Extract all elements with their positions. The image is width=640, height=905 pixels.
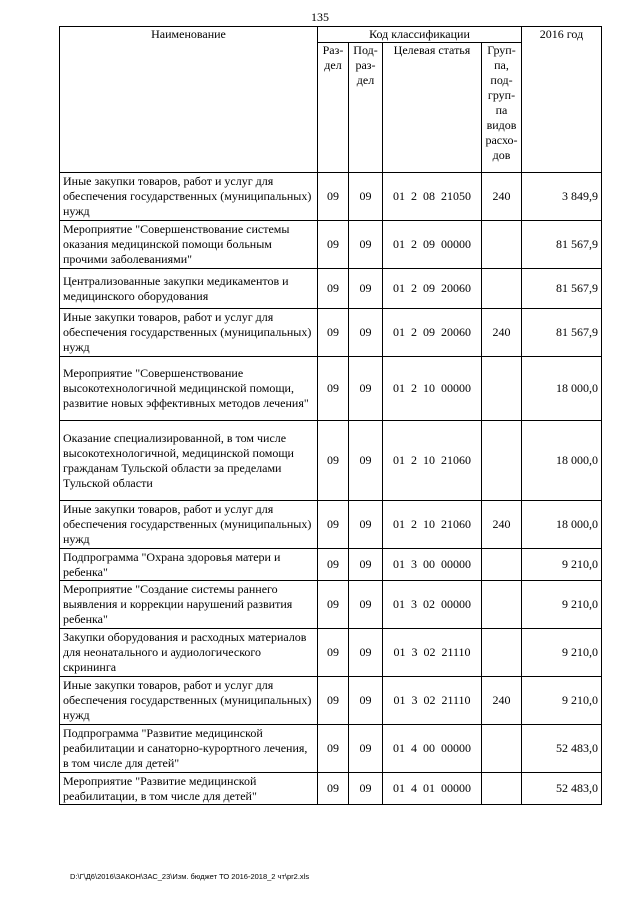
row-amount: 9 210,0: [522, 549, 602, 581]
row-amount: 18 000,0: [522, 501, 602, 549]
table-row: [60, 725, 602, 773]
table-row: [60, 629, 602, 677]
row-name: Иные закупки товаров, работ и услуг для обеспечения государственных (муниципальных) нужд: [60, 501, 318, 549]
row-section: 09: [318, 677, 349, 725]
table-row: [60, 173, 602, 221]
row-name: Иные закупки товаров, работ и услуг для обеспечения государственных (муниципальных) нужд: [60, 677, 318, 725]
row-name: Закупки оборудования и расходных материалов для неонатального и аудиологического скрининга: [60, 629, 318, 677]
row-section: 09: [318, 357, 349, 421]
row-amount: 18 000,0: [522, 421, 602, 501]
row-expense-group: 240: [482, 677, 522, 725]
row-section: 09: [318, 173, 349, 221]
table-row: [60, 221, 602, 269]
table-row: [60, 581, 602, 629]
row-expense-group: [482, 725, 522, 773]
row-amount: 9 210,0: [522, 629, 602, 677]
table-row: [60, 549, 602, 581]
header-expense-group: Груп- па, под- груп- па видов расхо- дов: [482, 43, 522, 173]
row-target-article: 01 2 09 20060: [383, 309, 482, 357]
table-row: [60, 501, 602, 549]
table-row: [60, 677, 602, 725]
row-target-article: 01 2 10 00000: [383, 357, 482, 421]
row-amount: 18 000,0: [522, 357, 602, 421]
table-row: [60, 421, 602, 501]
row-target-article: 01 2 10 21060: [383, 421, 482, 501]
row-section: 09: [318, 309, 349, 357]
header-section: Раз- дел: [318, 43, 349, 173]
row-target-article: 01 4 01 00000: [383, 773, 482, 805]
row-target-article: 01 3 00 00000: [383, 549, 482, 581]
row-name: Мероприятие "Развитие медицинской реабилитации, в том числе для детей": [60, 773, 318, 805]
row-subsection: 09: [349, 501, 383, 549]
row-name: Подпрограмма "Развитие медицинской реабилитации и санаторно-курортного лечения, в том числе для детей": [60, 725, 318, 773]
row-subsection: 09: [349, 221, 383, 269]
row-subsection: 09: [349, 421, 383, 501]
row-expense-group: [482, 221, 522, 269]
row-name: Оказание специализированной, в том числе высокотехнологичной, медицинской помощи гражданам Тульской области за пределами Тульской области: [60, 421, 318, 501]
row-amount: 81 567,9: [522, 309, 602, 357]
row-section: 09: [318, 725, 349, 773]
row-subsection: 09: [349, 309, 383, 357]
row-section: 09: [318, 221, 349, 269]
row-subsection: 09: [349, 725, 383, 773]
row-expense-group: [482, 269, 522, 309]
row-subsection: 09: [349, 773, 383, 805]
row-expense-group: [482, 629, 522, 677]
row-target-article: 01 3 02 21110: [383, 677, 482, 725]
row-name: Подпрограмма "Охрана здоровья матери и ребенка": [60, 549, 318, 581]
row-name: Мероприятие "Совершенствование высокотехнологичной медицинской помощи, развитие новых эффективных методов лечения": [60, 357, 318, 421]
row-subsection: 09: [349, 549, 383, 581]
header-classification: Код классификации: [318, 27, 522, 43]
row-subsection: 09: [349, 357, 383, 421]
row-amount: 9 210,0: [522, 677, 602, 725]
header-year: 2016 год: [522, 27, 602, 173]
row-target-article: 01 2 09 00000: [383, 221, 482, 269]
header-target-article: Целевая статья: [383, 43, 482, 173]
row-target-article: 01 2 08 21050: [383, 173, 482, 221]
row-target-article: 01 3 02 00000: [383, 581, 482, 629]
file-path-footer: D:\Г\Д6\2016\ЗАКОН\ЗАС_23\Изм. бюджет ТО 2016-2018_2 чт\pr2.xls: [70, 872, 310, 881]
header-name: Наименование: [60, 27, 318, 173]
row-amount: 52 483,0: [522, 773, 602, 805]
row-section: 09: [318, 629, 349, 677]
row-expense-group: [482, 357, 522, 421]
row-target-article: 01 2 09 20060: [383, 269, 482, 309]
row-section: 09: [318, 549, 349, 581]
row-name: Мероприятие "Создание системы раннего выявления и коррекции нарушений развития ребенка": [60, 581, 318, 629]
row-section: 09: [318, 501, 349, 549]
row-name: Иные закупки товаров, работ и услуг для обеспечения государственных (муниципальных) нужд: [60, 173, 318, 221]
row-section: 09: [318, 421, 349, 501]
table-body: [60, 173, 602, 805]
row-expense-group: 240: [482, 309, 522, 357]
row-section: 09: [318, 773, 349, 805]
page-number: 135: [311, 10, 329, 24]
row-expense-group: [482, 549, 522, 581]
row-amount: 9 210,0: [522, 581, 602, 629]
row-expense-group: [482, 421, 522, 501]
row-section: 09: [318, 269, 349, 309]
row-name: Мероприятие "Совершенствование системы оказания медицинской помощи больным прочими заболеваниями": [60, 221, 318, 269]
row-expense-group: [482, 581, 522, 629]
row-name: Иные закупки товаров, работ и услуг для обеспечения государственных (муниципальных) нужд: [60, 309, 318, 357]
row-subsection: 09: [349, 173, 383, 221]
row-subsection: 09: [349, 269, 383, 309]
table-row: [60, 773, 602, 805]
row-target-article: 01 2 10 21060: [383, 501, 482, 549]
table-row: [60, 309, 602, 357]
row-name: Централизованные закупки медикаментов и медицинского оборудования: [60, 269, 318, 309]
row-expense-group: 240: [482, 501, 522, 549]
row-expense-group: [482, 773, 522, 805]
row-target-article: 01 4 00 00000: [383, 725, 482, 773]
table-row: [60, 269, 602, 309]
row-amount: 81 567,9: [522, 269, 602, 309]
row-amount: 52 483,0: [522, 725, 602, 773]
table-row: [60, 357, 602, 421]
row-target-article: 01 3 02 21110: [383, 629, 482, 677]
row-subsection: 09: [349, 581, 383, 629]
row-expense-group: 240: [482, 173, 522, 221]
header-subsection: Под- раз- дел: [349, 43, 383, 173]
row-section: 09: [318, 581, 349, 629]
row-amount: 81 567,9: [522, 221, 602, 269]
row-subsection: 09: [349, 629, 383, 677]
row-subsection: 09: [349, 677, 383, 725]
row-amount: 3 849,9: [522, 173, 602, 221]
budget-table: [59, 26, 602, 805]
